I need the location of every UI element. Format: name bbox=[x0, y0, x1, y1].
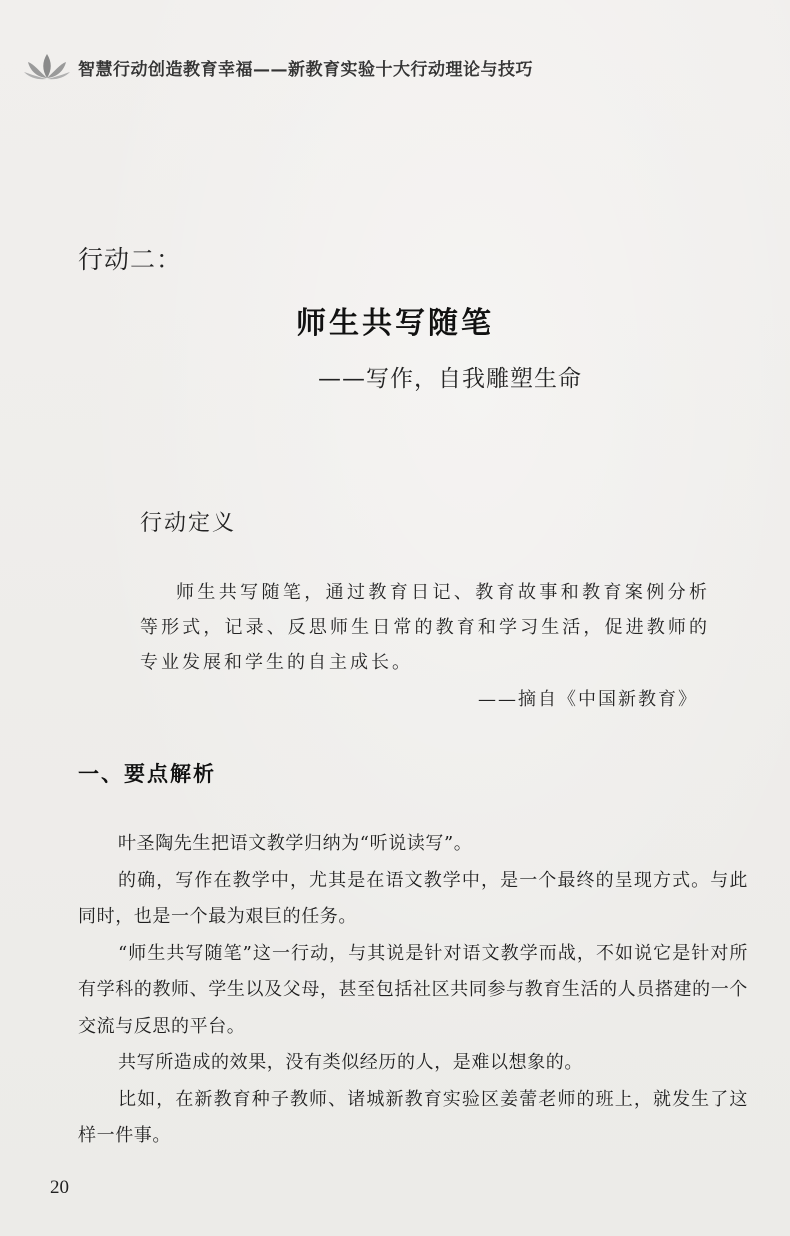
lotus-icon bbox=[22, 52, 72, 82]
paragraph: 叶圣陶先生把语文教学归纳为“听说读写”。 bbox=[118, 833, 473, 854]
definition-heading: 行动定义 bbox=[140, 511, 237, 536]
running-header bbox=[22, 50, 533, 84]
page-number: 20 bbox=[50, 1177, 69, 1198]
chapter-subtitle: ——写作，自我雕塑生命 bbox=[318, 366, 582, 392]
section-heading: 一、要点解析 bbox=[78, 762, 216, 786]
paragraph: 共写所造成的效果，没有类似经历的人，是难以想象的。 bbox=[118, 1052, 583, 1073]
definition-source: ——摘自《中国新教育》 bbox=[478, 689, 698, 710]
paragraph: 的确，写作在教学中，尤其是在语文教学中，是一个最终的呈现方式。与此同时，也是一个最为艰巨的任务。 bbox=[78, 869, 748, 927]
body-text bbox=[78, 826, 748, 1155]
chapter-number: 行动二： bbox=[78, 245, 183, 274]
paragraph: 比如，在新教育种子教师、诸城新教育实验区姜蕾老师的班上，就发生了这样一件事。 bbox=[78, 1088, 748, 1146]
chapter-title: 师生共写随笔 bbox=[296, 306, 494, 341]
running-header-title: 智慧行动创造教育幸福——新教育实验十大行动理论与技巧 bbox=[78, 59, 533, 80]
definition-body: 师生共写随笔，通过教育日记、教育故事和教育案例分析等形式，记录、反思师生日常的教育和学习生活，促进教师的专业发展和学生的自主成长。 bbox=[140, 582, 710, 673]
paragraph: “师生共写随笔”这一行动，与其说是针对语文教学而战，不如说它是针对所有学科的教师、学生以及父母，甚至包括社区共同参与教育生活的人员搭建的一个交流与反思的平台。 bbox=[78, 942, 748, 1037]
